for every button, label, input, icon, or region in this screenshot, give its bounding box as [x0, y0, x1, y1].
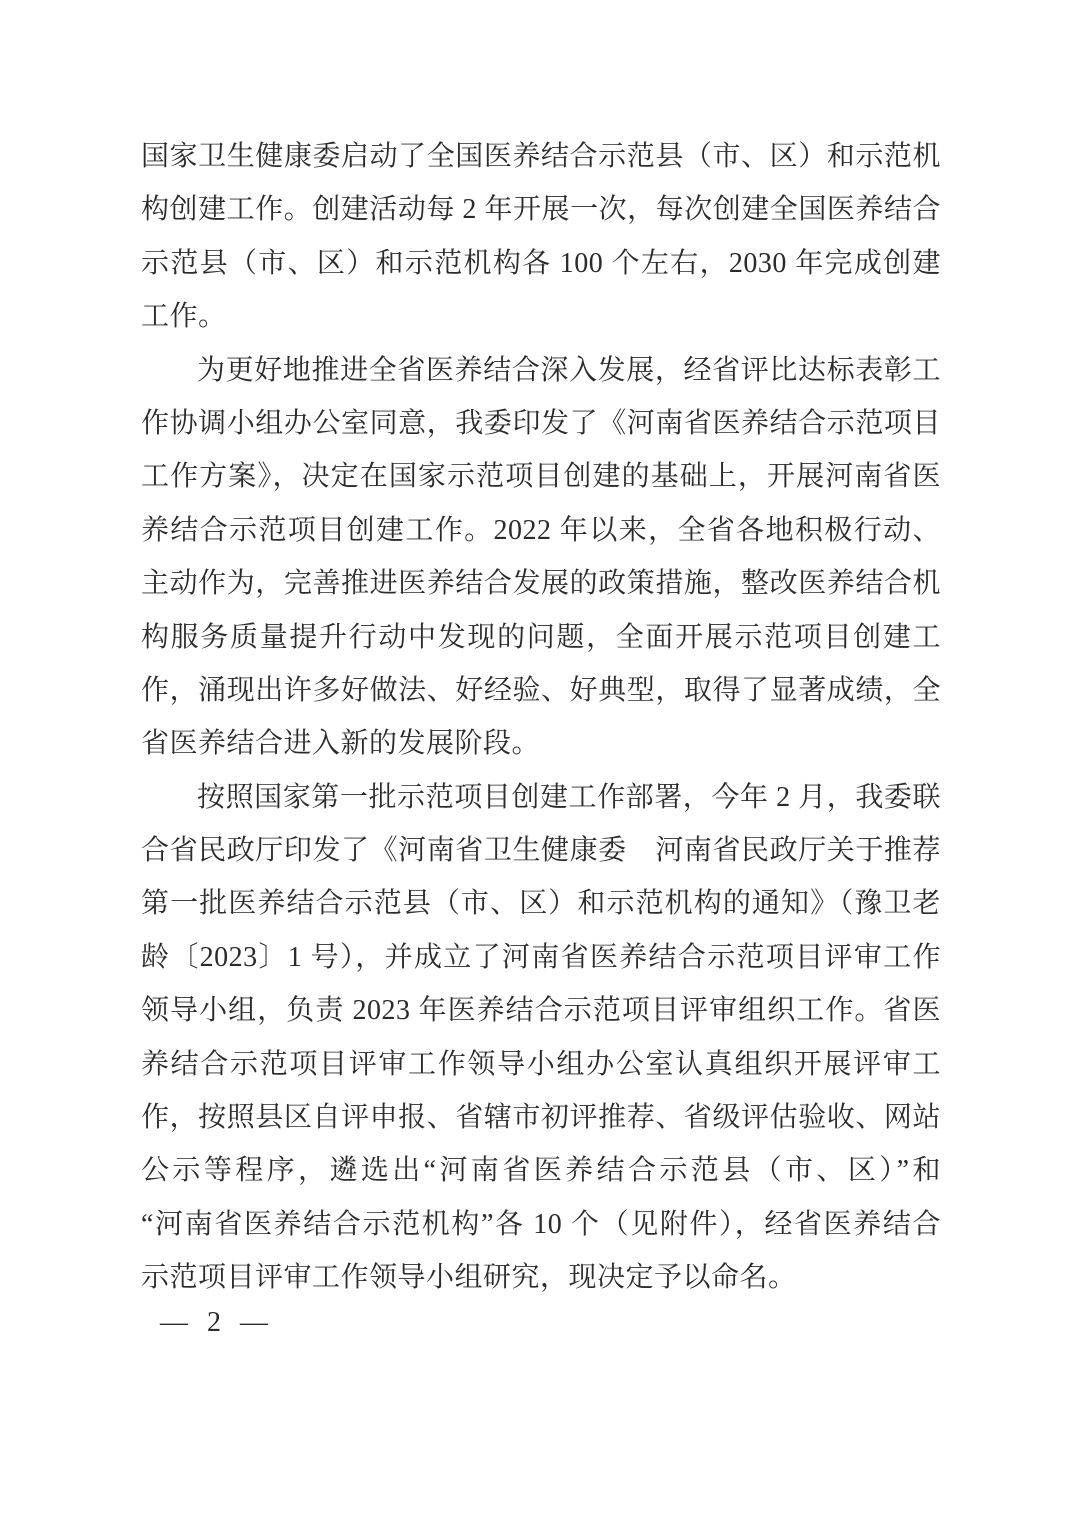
text-line: 构创建工作。创建活动每 2 年开展一次，每次创建全国医养结合: [141, 194, 941, 226]
text-line: 工作。: [141, 301, 227, 333]
text-line: 主动作为，完善推进医养结合发展的政策措施，整改医养结合机: [141, 568, 941, 600]
text-line: 第一批医养结合示范县（市、区）和示范机构的通知》（豫卫老: [141, 888, 941, 920]
page-number: — 2 —: [160, 1307, 274, 1338]
text-line: 公示等程序，遴选出“河南省医养结合示范县（市、区）”和: [141, 1155, 941, 1187]
text-line: 领导小组，负责 2023 年医养结合示范项目评审组织工作。省医: [141, 995, 941, 1027]
text-line: 为更好地推进全省医养结合深入发展，经省评比达标表彰工: [197, 354, 941, 386]
text-line: 作，按照县区自评申报、省辖市初评推荐、省级评估验收、网站: [141, 1102, 941, 1134]
text-line: 龄〔2023〕1 号），并成立了河南省医养结合示范项目评审工作: [141, 941, 941, 973]
text-line: 合省民政厅印发了《河南省卫生健康委 河南省民政厅关于推荐: [141, 835, 941, 867]
paragraph: [141, 130, 941, 344]
text-line: 省医养结合进入新的发展阶段。: [141, 728, 541, 760]
document-body: [141, 130, 941, 1305]
text-line: 示范县（市、区）和示范机构各 100 个左右，2030 年完成创建: [141, 247, 941, 279]
text-line: 国家卫生健康委启动了全国医养结合示范县（市、区）和示范机: [141, 141, 941, 172]
text-line: “河南省医养结合示范机构”各 10 个（见附件），经省医养结合: [141, 1208, 941, 1240]
paragraph: [141, 771, 941, 1305]
text-line: 按照国家第一批示范项目创建工作部署，今年 2 月，我委联: [197, 781, 941, 813]
text-line: 作，涌现出许多好做法、好经验、好典型，取得了显著成绩，全: [141, 674, 941, 706]
text-line: 工作方案》，决定在国家示范项目创建的基础上，开展河南省医: [141, 461, 941, 493]
paragraph: [141, 344, 941, 771]
text-line: 构服务质量提升行动中发现的问题，全面开展示范项目创建工: [141, 621, 941, 653]
text-line: 示范项目评审工作领导小组研究，现决定予以命名。: [141, 1262, 797, 1294]
text-line: 养结合示范项目评审工作领导小组办公室认真组织开展评审工: [141, 1048, 941, 1080]
text-line: 作协调小组办公室同意，我委印发了《河南省医养结合示范项目: [141, 407, 941, 439]
text-line: 养结合示范项目创建工作。2022 年以来，全省各地积极行动、: [141, 514, 941, 546]
